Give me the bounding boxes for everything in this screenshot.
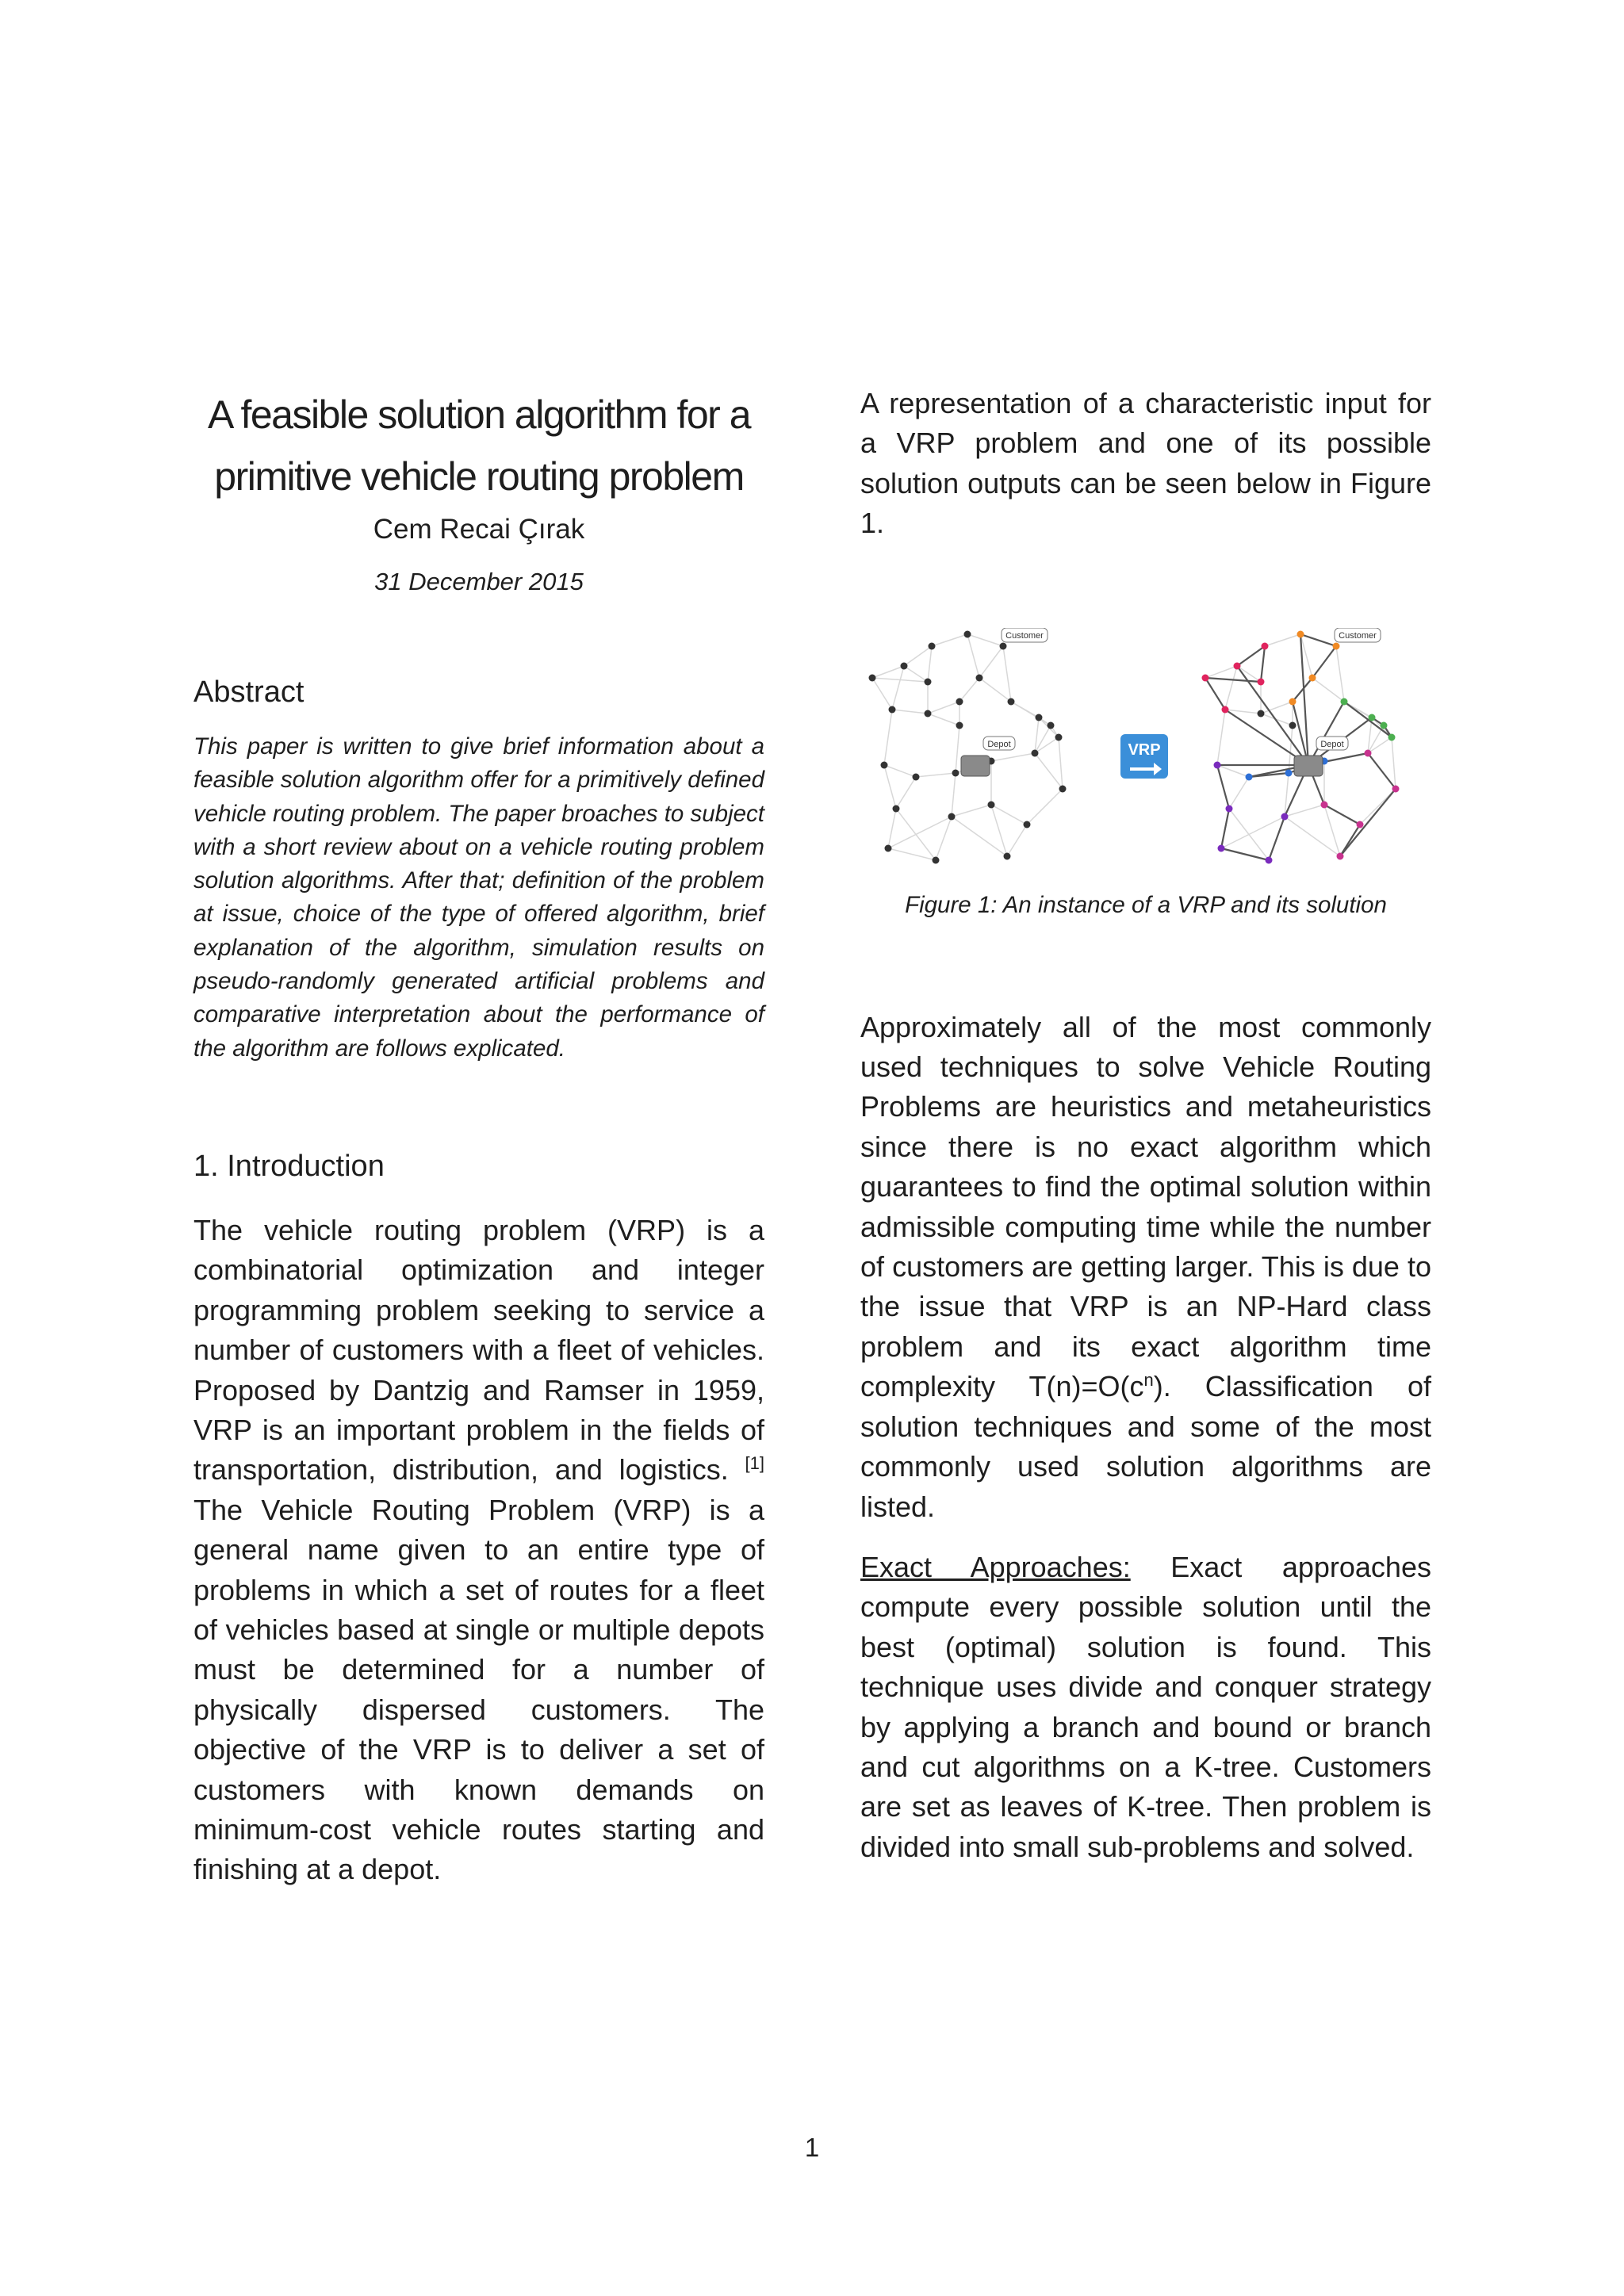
customer-node xyxy=(893,805,900,812)
customer-node xyxy=(1234,662,1241,669)
customer-node xyxy=(1341,698,1348,705)
intro-text-b: The Vehicle Routing Problem (VRP) is a general name given to an entire type of problems in which a set of routes for a fleet of vehicles based at single or multiple depots must be determined for a number of physically dispersed customers. The objective of the VRP is to deliver a set of customers with known demands on minimum-cost vehicle routes starting and finishing at a depot. xyxy=(193,1493,764,1886)
customer-node xyxy=(1365,749,1372,756)
depot-icon xyxy=(961,756,990,776)
author: Cem Recai Çırak xyxy=(373,514,585,545)
figure-intro-paragraph: A representation of a characteristic input for a VRP problem and one of its possible solution outputs can be seen below in Figure 1. xyxy=(860,387,1431,540)
intro-text-a: The vehicle routing problem (VRP) is a combinatorial optimization and integer programming problem seeking to service a number of customers with a fleet of vehicles. Proposed by Dantzig and Ramser in 1959, VRP is an important problem in the fields of transportation, distribution, and logistics. xyxy=(193,1213,764,1487)
vrp-arrow-label: VRP xyxy=(1128,740,1161,759)
depot-label: Depot xyxy=(987,739,1011,749)
customer-node xyxy=(1289,698,1297,705)
figure-caption: Figure 1: An instance of a VRP and its solution xyxy=(905,891,1387,918)
customer-node xyxy=(1055,733,1063,740)
introduction-heading: 1. Introduction xyxy=(193,1149,385,1183)
vrp-figure xyxy=(860,628,1431,872)
customer-node xyxy=(1333,642,1340,649)
exact-approaches-paragraph xyxy=(860,1548,1431,1867)
customer-label: Customer xyxy=(1005,630,1044,641)
customer-node xyxy=(948,813,956,820)
techniques-paragraph xyxy=(860,1008,1431,1527)
depot-label: Depot xyxy=(1320,739,1344,749)
customer-node xyxy=(952,769,959,776)
customer-node xyxy=(1048,721,1055,729)
abstract-heading: Abstract xyxy=(193,675,304,709)
customer-node xyxy=(913,773,920,780)
vrp-solution-graph xyxy=(1202,628,1400,864)
introduction-paragraph xyxy=(193,1211,764,1890)
customer-node xyxy=(1226,805,1233,812)
customer-node xyxy=(1202,674,1209,681)
left-column xyxy=(193,384,764,1890)
paper-title xyxy=(193,384,764,507)
right-column xyxy=(860,384,1431,1867)
title-line-2: primitive vehicle routing problem xyxy=(214,454,744,499)
customer-node xyxy=(1392,785,1400,792)
customer-node xyxy=(964,630,971,637)
customer-node xyxy=(933,856,940,863)
customer-node xyxy=(1214,761,1221,768)
customer-node xyxy=(1321,801,1328,808)
complexity-exponent: n xyxy=(1143,1370,1154,1391)
customer-node xyxy=(956,698,963,705)
customer-node xyxy=(869,674,876,681)
customer-node xyxy=(885,844,892,851)
title-line-1: A feasible solution algorithm for a xyxy=(207,392,751,437)
depot-icon xyxy=(1294,756,1323,776)
customer-label: Customer xyxy=(1339,630,1377,641)
customer-node xyxy=(901,662,908,669)
abstract-text: This paper is written to give brief information about a feasible solution algorithm offer for a primitively defined vehicle routing problem. The paper broaches to subject with a short review about on a vehicle routing problem solution algorithms. After that; definition of the problem at issue, choice of the type of offered algorithm, brief explanation of the algorithm, simulation results on pseudo-randomly generated artificial problems and comparative interpretation about the performance of the algorithm are follows explicated. xyxy=(193,733,764,1062)
customer-node xyxy=(881,761,888,768)
citation-ref[interactable]: [1] xyxy=(745,1453,764,1474)
vrp-input-graph xyxy=(869,628,1067,864)
customer-node xyxy=(925,678,932,685)
customer-node xyxy=(1281,813,1289,820)
customer-node xyxy=(1285,769,1293,776)
customer-node xyxy=(1297,630,1304,637)
techniques-text-b: ). Classification of solution techniques and some of the most commonly used solution algorithms are listed. xyxy=(860,1370,1431,1523)
vrp-arrow-icon xyxy=(1120,734,1168,779)
customer-node xyxy=(1032,749,1039,756)
customer-node xyxy=(1246,773,1253,780)
page-number: 1 xyxy=(804,2133,820,2162)
exact-approaches-label: Exact Approaches: xyxy=(860,1550,1131,1583)
customer-node xyxy=(1000,642,1007,649)
customer-node xyxy=(1008,698,1015,705)
customer-node xyxy=(1262,642,1269,649)
customer-node xyxy=(925,710,932,717)
customer-node xyxy=(1059,785,1067,792)
customer-node xyxy=(1337,852,1344,859)
customer-node xyxy=(1381,721,1388,729)
customer-node xyxy=(1258,678,1265,685)
customer-node xyxy=(1357,821,1364,828)
customer-node xyxy=(956,721,963,729)
customer-node xyxy=(988,801,995,808)
date: 31 December 2015 xyxy=(374,568,584,595)
techniques-text-a: Approximately all of the most commonly used techniques to solve Vehicle Routing Problems are heuristics and metaheuristics since there is no exact algorithm which guarantees to find the optimal solution within admissible computing time while the number of customers are getting larger. This is due to the issue that VRP is an NP-Hard class problem and its exact algorithm time complexity T(n)=O(c xyxy=(860,1010,1431,1403)
customer-node xyxy=(1289,721,1297,729)
customer-node xyxy=(1309,674,1316,681)
customer-node xyxy=(1258,710,1265,717)
customer-node xyxy=(889,706,896,713)
customer-node xyxy=(929,642,936,649)
customer-node xyxy=(1266,856,1273,863)
exact-approaches-text: Exact approaches compute every possible solution until the best (optimal) solution is found. This technique uses divide and conquer strategy by applying a branch and bound or branch and cut algorithms on a K-tree. Customers are set as leaves of K-tree. Then problem is divided into small sub-problems and solved. xyxy=(860,1550,1431,1863)
customer-node xyxy=(1024,821,1031,828)
customer-node xyxy=(1222,706,1229,713)
customer-node xyxy=(1218,844,1225,851)
customer-node xyxy=(976,674,983,681)
customer-node xyxy=(1004,852,1011,859)
customer-node xyxy=(1369,714,1376,721)
customer-node xyxy=(1388,733,1396,740)
customer-node xyxy=(1036,714,1043,721)
